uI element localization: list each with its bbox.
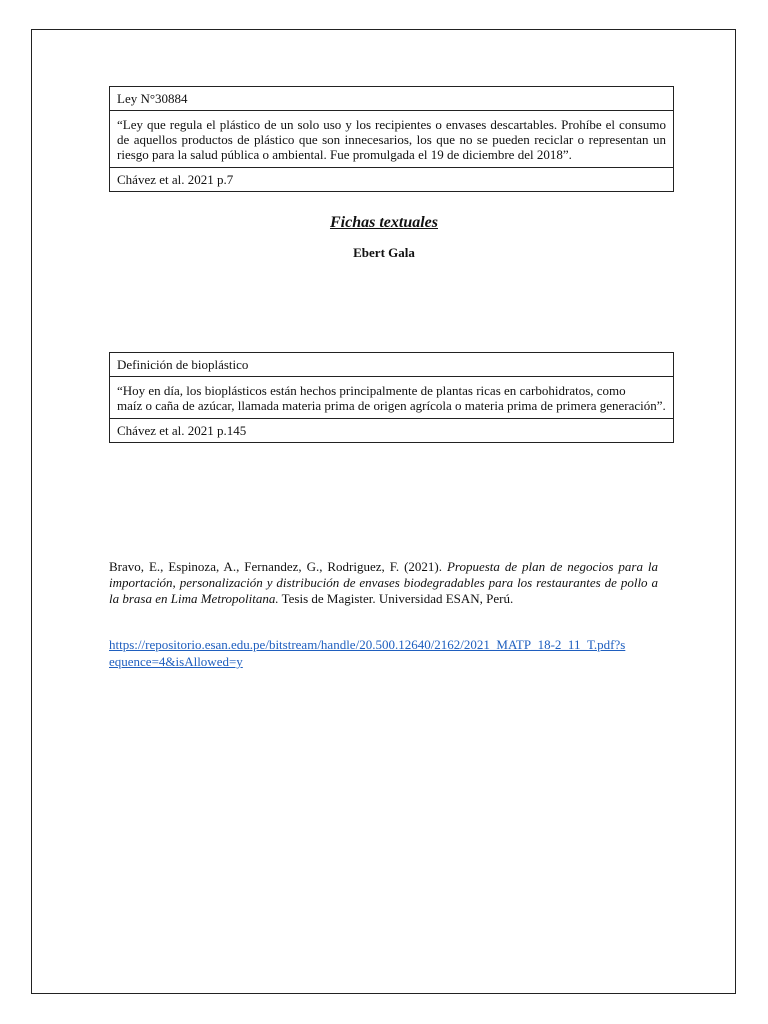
reference-details: Tesis de Magister. Universidad ESAN, Perú. [281,591,514,606]
card-quote [110,377,674,419]
reference-authors: Bravo, E., Espinoza, A., Fernandez, G., Rodriguez, F. (2021). [109,559,442,574]
reference-title: Propuesta de plan de negocios para la importación, personalización y distribución de envases biodegradables para los restaurantes de pollo a la brasa en Lima Metropolitana. [109,559,659,606]
page-title: Fichas textuales [329,214,438,231]
card-heading: Ley N°30884 [110,87,674,111]
card-citation: Chávez et al. 2021 p.145 [110,419,674,443]
card-quote-line: “Hoy en día, los bioplásticos están hechos principalmente de plantas ricas en carbohidratos, como [117,383,626,398]
text-card-ley [109,86,674,192]
text-card-bioplastico [109,352,674,443]
card-heading: Definición de bioplástico [110,353,674,377]
card-citation: Chávez et al. 2021 p.7 [110,168,674,192]
reference-link[interactable]: https://repositorio.esan.edu.pe/bitstream/handle/20.500.12640/2162/2021_MATP_18-2_11_T.pdf?sequence=4&isAllowed=y [109,637,626,669]
author-name: Ebert Gala [353,245,415,260]
bibliographic-reference [109,559,658,607]
card-quote: “Ley que regula el plástico de un solo uso y los recipientes o envases descartables. Prohíbe el consumo de aquellos productos de plástico que son innecesarios, los que no se pueden reciclar o representan un riesgo para la salud pública o ambiental. Fue promulgada el 19 de diciembre del 2018”. [110,111,674,168]
card-quote-line: maíz o caña de azúcar, llamada materia prima de origen agrícola o materia prima de primera generación”. [117,398,666,413]
